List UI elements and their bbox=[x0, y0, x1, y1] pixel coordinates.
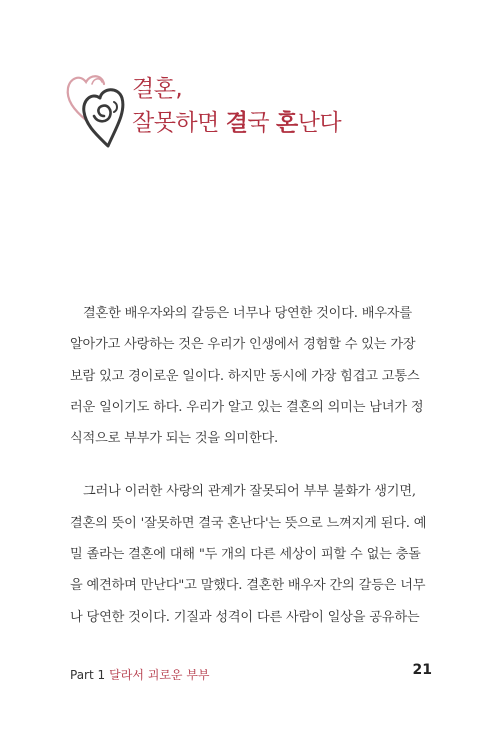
chapter-title bbox=[132, 72, 341, 140]
text-line: 밀 졸라는 결혼에 대해 "두 개의 다른 세상이 피할 수 없는 충돌 bbox=[70, 547, 421, 563]
title-text: 잘못하면 bbox=[132, 110, 226, 136]
text-line: 나 당연한 것이다. 기질과 성격이 다른 사람이 일상을 공유하는 bbox=[70, 609, 420, 625]
title-bold-char: 혼 bbox=[275, 110, 298, 136]
title-line-2 bbox=[132, 106, 341, 140]
page-footer bbox=[70, 664, 432, 683]
title-line-1: 결혼, bbox=[132, 76, 183, 102]
text-line: 식적으로 부부가 되는 것을 의미한다. bbox=[70, 431, 279, 447]
footer-part-label: Part 1 bbox=[70, 668, 106, 682]
text-line: 결혼의 뜻이 '잘못하면 결국 혼난다'는 뜻으로 느껴지게 된다. 예 bbox=[70, 515, 427, 531]
text-line: 알아가고 사랑하는 것은 우리가 인생에서 경험할 수 있는 가장 bbox=[70, 337, 416, 353]
text-line: 결혼한 배우자와의 갈등은 너무나 당연한 것이다. 배우자를 bbox=[83, 306, 412, 321]
page-number: 21 bbox=[412, 662, 432, 678]
title-text: 국 bbox=[247, 110, 276, 136]
text-line: 보람 있고 경이로운 일이다. 하지만 동시에 가장 힘겹고 고통스 bbox=[70, 368, 420, 384]
footer-chapter-name: 달라서 괴로운 부부 bbox=[109, 668, 210, 682]
double-heart-swirl-icon bbox=[64, 68, 130, 150]
title-text: 난다 bbox=[297, 110, 342, 136]
text-line: 을 예견하며 만난다"고 말했다. 결혼한 배우자 간의 갈등은 너무 bbox=[70, 578, 426, 594]
body-text bbox=[70, 298, 430, 633]
title-bold-char: 결 bbox=[225, 110, 248, 136]
text-line: 러운 일이기도 하다. 우리가 알고 있는 결혼의 의미는 남녀가 정 bbox=[70, 399, 424, 415]
text-line: 그러나 이러한 사랑의 관계가 잘못되어 부부 불화가 생기면, bbox=[83, 484, 416, 500]
